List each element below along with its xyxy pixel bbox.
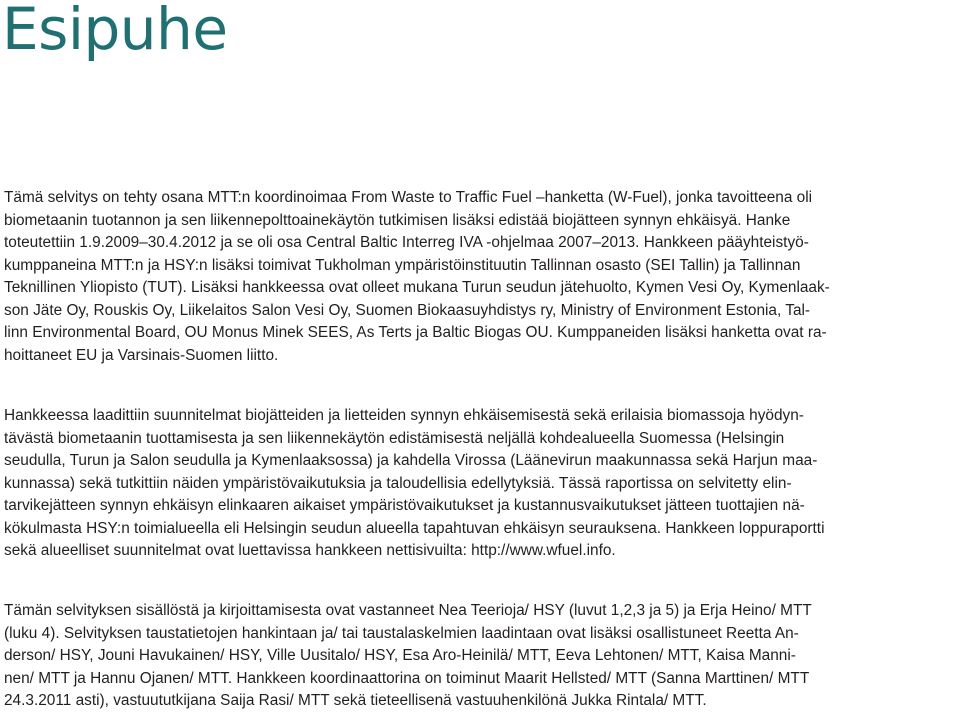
text-line: Tämän selvityksen sisällöstä ja kirjoittamisesta ovat vastanneet Nea Teerioja/ HSY (luvut 1,2,3 ja 5) ja Erja Heino/ MTT (4, 602, 812, 619)
text-line: linn Environmental Board, OU Monus Minek SEES, As Terts ja Baltic Biogas OU. Kumppaneiden lisäksi hanketta ovat ra- (4, 324, 827, 341)
text-line: 24.3.2011 asti), vastuututkijana Saija Rasi/ MTT sekä tieteellisenä vastuuhenkilönä Jukka Rintala/ MTT. (4, 692, 707, 709)
text-line: toteutettiin 1.9.2009–30.4.2012 ja se oli osa Central Baltic Interreg IVA -ohjelmaa 2007–2013. Hankkeen pääyhteistyö- (4, 234, 809, 251)
text-line: hoittaneet EU ja Varsinais-Suomen liitto. (4, 346, 279, 364)
text-line: Teknillinen Yliopisto (TUT). Lisäksi hankkeessa ovat olleet mukana Turun seudun jätehuolto, Kymen Vesi Oy, Kymenlaak- (4, 279, 830, 296)
text-line: kunnassa) sekä tutkittiin näiden ympäristövaikutuksia ja taloudellisia edellytyksiä. Tässä raportissa on selvitetty elin- (4, 474, 792, 492)
text-line: Hankkeessa laadittiin suunnitelmat biojätteiden ja lietteiden synnyn ehkäisemisestä sekä erilaisia biomassoja hyödyn- (4, 407, 804, 424)
paragraph-project-plans (4, 405, 954, 563)
page-title: Esipuhe (2, 0, 228, 63)
paragraph-authors (4, 600, 954, 712)
text-line: sekä alueelliset suunnitelmat ovat luettavissa hankkeen nettisivuilta: http://www.wfuel.info. (4, 542, 616, 559)
text-line: Tämä selvitys on tehty osana MTT:n koordinoimaa From Waste to Traffic Fuel –hanketta (W-Fuel), jonka tavoitteena oli (4, 189, 813, 206)
text-line: biometaanin tuotannon ja sen liikennepolttoainekäytön tutkimisen lisäksi edistää biojätteen synnyn ehkäisyä. Hanke (4, 211, 791, 229)
text-line: tävästä biometaanin tuottamisesta ja sen liikennekäytön edistämisestä neljällä kohdealueella Suomessa (Helsingin (4, 429, 785, 447)
text-line: seudulla, Turun ja Salon seudulla ja Kymenlaaksossa) ja kahdella Virossa (Läänevirun maakunnassa sekä Harjun maa- (4, 452, 818, 469)
text-line: (luku 4). Selvityksen taustatietojen hankintaan ja/ tai taustalaskelmien laadintaan ovat lisäksi osallistuneet Reetta An- (4, 624, 799, 642)
text-line: tarvikejätteen synnyn ehkäisyn elinkaaren aikaiset ympäristövaikutukset ja kustannusvaikutukset jätteen tuottajien nä- (4, 497, 805, 514)
text-line: kumppaneina MTT:n ja HSY:n lisäksi toimivat Tukholman ympäristöinstituutin Tallinnan osasto (SEI Tallin) ja Tallinnan (4, 256, 801, 274)
text-line: derson/ HSY, Jouni Havukainen/ HSY, Ville Uusitalo/ HSY, Esa Aro-Heinilä/ MTT, Eeva Lehtonen/ MTT, Kaisa Manni- (4, 647, 796, 664)
text-line: nen/ MTT ja Hannu Ojanen/ MTT. Hankkeen koordinaattorina on toiminut Maarit Hellsted/ MTT (Sanna Marttinen/ MTT (4, 669, 810, 687)
text-line: son Jäte Oy, Rouskis Oy, Liikelaitos Salon Vesi Oy, Suomen Biokaasuyhdistys ry, Ministry of Environment Estonia, Tal- (4, 301, 811, 319)
paragraph-project-background (4, 187, 954, 367)
text-line: kökulmasta HSY:n toimialueella eli Helsingin seudun alueella tapahtuvan ehkäisyn seurauksena. Hankkeen loppuraportti (4, 519, 825, 537)
